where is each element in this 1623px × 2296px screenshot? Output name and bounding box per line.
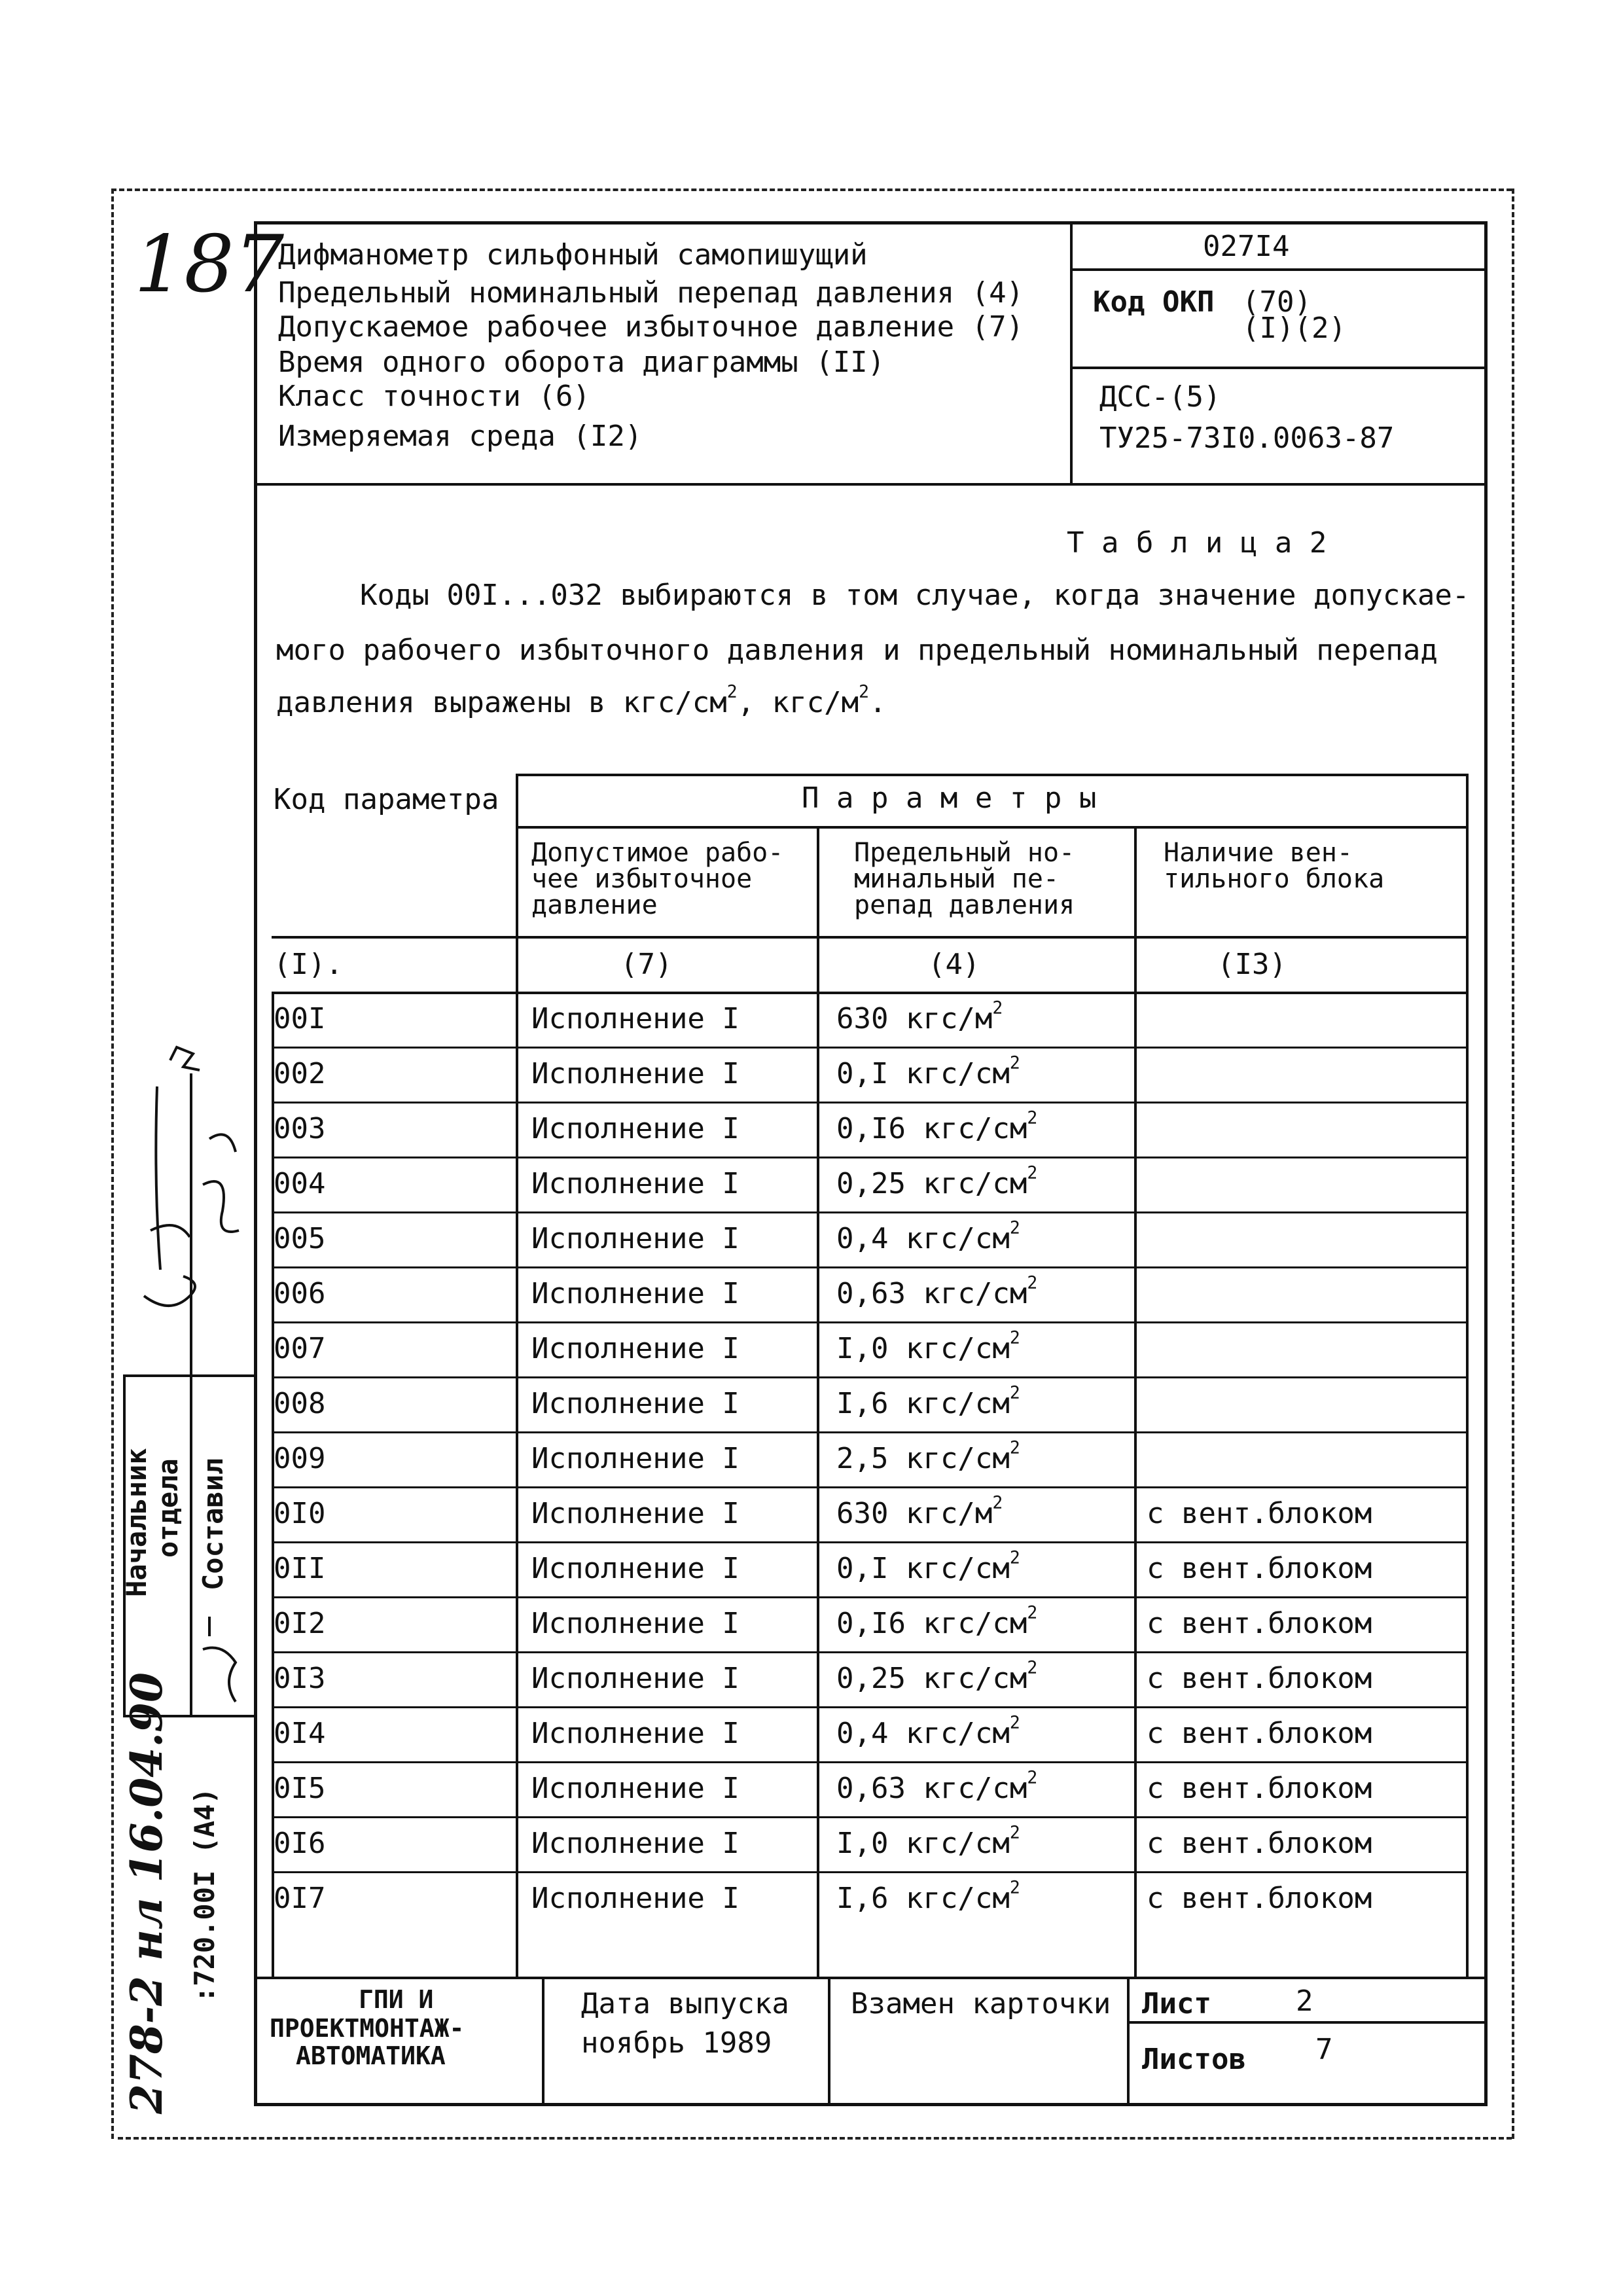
row-separator: [272, 1266, 1467, 1268]
row-separator: [272, 1651, 1467, 1653]
row-code: 009: [274, 1442, 326, 1475]
row-drop: 2,5 кгс/$см^2$: [836, 1437, 1020, 1475]
table-right-edge: [1466, 774, 1469, 1977]
row-exec: Исполнение I: [531, 1497, 740, 1530]
sheets-value: 7: [1315, 2033, 1333, 2066]
row-drop: 0,25 кгс/$см^2$: [836, 1657, 1038, 1695]
header-right-line-1: [1070, 268, 1488, 271]
row-separator: [272, 1376, 1467, 1378]
okp-code-2: (I)(2): [1242, 312, 1346, 345]
row-code: 0I7: [274, 1882, 326, 1915]
row-drop: I,0 кгс/$см^2$: [836, 1822, 1020, 1860]
row-code: 002: [274, 1057, 326, 1090]
header-line-3: Допускаемое рабочее избыточное давление (7): [278, 310, 1024, 344]
composer-label: Составил: [197, 1458, 229, 1590]
date-value: ноябрь 1989: [581, 2026, 772, 2060]
row-exec: Исполнение I: [531, 1167, 740, 1200]
sheets-label: Листов: [1142, 2043, 1246, 2076]
row-separator: [272, 1321, 1467, 1323]
row-drop: I,0 кгс/$см^2$: [836, 1327, 1020, 1365]
row-exec: Исполнение I: [531, 1387, 740, 1420]
row-drop: 0,25 кгс/$см^2$: [836, 1162, 1038, 1200]
row-code: 006: [274, 1277, 326, 1310]
row-drop: 0,63 кгс/$см^2$: [836, 1767, 1038, 1805]
footer-sheet-line: [1127, 2021, 1488, 2024]
index-valve: (I3): [1217, 948, 1287, 981]
col-drop-header: Предельный но- минальный пе- репад давления: [854, 838, 1075, 920]
row-code: 0II: [274, 1552, 326, 1585]
handwritten-stamp: 278-2 нл 16.04.90: [121, 1672, 172, 2114]
row-code: 003: [274, 1112, 326, 1145]
col-valve-header: Наличие вен- тильного блока: [1164, 838, 1385, 894]
row-code: 007: [274, 1332, 326, 1365]
intro-line-2: мого рабочего избыточного давления и предельный номинальный перепад: [276, 634, 1438, 667]
header-right-line-2: [1070, 367, 1488, 369]
row-drop: 0,63 кгс/$см^2$: [836, 1272, 1038, 1310]
replace-label: Взамен карточки: [851, 1987, 1111, 2020]
row-valve: с вент.блоком: [1147, 1717, 1372, 1750]
sheet-label: Лист: [1142, 1987, 1211, 2020]
table-caption: Т а б л и ц а 2: [1067, 526, 1327, 560]
row-drop: 0,I6 кгс/$см^2$: [836, 1602, 1038, 1640]
okp-code-1: (70): [1242, 285, 1311, 319]
header-divider: [1070, 221, 1073, 483]
row-separator: [272, 1706, 1467, 1708]
row-drop: 0,4 кгс/$см^2$: [836, 1217, 1020, 1255]
row-code: 0I6: [274, 1827, 326, 1860]
row-exec: Исполнение I: [531, 1002, 740, 1035]
row-valve: с вент.блоком: [1147, 1772, 1372, 1805]
dept-label-1: Начальник: [120, 1448, 152, 1597]
row-drop: I,6 кгс/$см^2$: [836, 1382, 1020, 1420]
row-code: 0I3: [274, 1662, 326, 1695]
row-exec: Исполнение I: [531, 1112, 740, 1145]
row-exec: Исполнение I: [531, 1552, 740, 1585]
footer-divider-1: [542, 1977, 544, 2106]
col-code-header: Код параметра: [274, 783, 499, 816]
header-line-6: Измеряемая среда (I2): [278, 420, 643, 453]
form-code: :720.00I (А4): [188, 1787, 221, 2003]
col-divider-2: [817, 826, 819, 1977]
col-divider-1: [516, 774, 518, 1977]
row-drop: I,6 кгс/$см^2$: [836, 1877, 1020, 1915]
row-valve: с вент.блоком: [1147, 1882, 1372, 1915]
row-code: 004: [274, 1167, 326, 1200]
row-drop: 0,I кгс/$см^2$: [836, 1547, 1020, 1585]
row-separator: [272, 1871, 1467, 1873]
row-separator: [272, 1486, 1467, 1488]
row-exec: Исполнение I: [531, 1222, 740, 1255]
row-drop: 630 кгс/$м^2$: [836, 997, 1003, 1035]
row-exec: Исполнение I: [531, 1057, 740, 1090]
row-valve: с вент.блоком: [1147, 1607, 1372, 1640]
outer-frame-bottom: [118, 2137, 1512, 2140]
row-exec: Исполнение I: [531, 1662, 740, 1695]
row-valve: с вент.блоком: [1147, 1552, 1372, 1585]
org-line-1: ГПИ И: [359, 1985, 434, 2014]
index-row-line: [272, 992, 1467, 994]
outer-frame-top: [111, 188, 1512, 191]
row-code: 0I2: [274, 1607, 326, 1640]
row-exec: Исполнение I: [531, 1607, 740, 1640]
row-drop: 630 кгс/$м^2$: [836, 1492, 1003, 1530]
outer-frame-right: [1512, 188, 1514, 2139]
margin-initials: [196, 1610, 255, 1715]
main-frame: [254, 221, 1488, 2106]
handwritten-signatures: [131, 1021, 255, 1361]
header-line-2: Предельный номинальный перепад давления (4): [278, 276, 1024, 310]
table-top-line: [517, 774, 1467, 776]
row-separator: [272, 1211, 1467, 1213]
row-exec: Исполнение I: [531, 1882, 740, 1915]
margin-panel-top: [123, 1374, 254, 1377]
row-code: 00I: [274, 1002, 326, 1035]
header-line-5: Класс точности (6): [278, 380, 590, 413]
row-valve: с вент.блоком: [1147, 1827, 1372, 1860]
row-separator: [272, 1102, 1467, 1103]
subheader-line: [272, 936, 1467, 939]
row-valve: с вент.блоком: [1147, 1497, 1372, 1530]
sheet-value: 2: [1296, 1984, 1313, 2018]
dept-label-2: отдела: [152, 1458, 184, 1558]
row-drop: 0,4 кгс/$см^2$: [836, 1712, 1020, 1750]
row-separator: [272, 1541, 1467, 1543]
col-divider-3: [1134, 826, 1137, 1977]
org-line-3: АВТОМАТИКА: [296, 2041, 446, 2070]
footer-divider-3: [1127, 1977, 1130, 2106]
intro-line-1: Коды 00I...032 выбираются в том случае, когда значение допускае-: [360, 579, 1470, 612]
outer-frame-left: [111, 188, 114, 2139]
okp-label: Код ОКП: [1093, 285, 1215, 319]
org-line-2: ПРОЕКТМОНТАЖ-: [270, 2014, 465, 2043]
row-separator: [272, 1816, 1467, 1818]
row-code: 0I0: [274, 1497, 326, 1530]
index-drop: (4): [928, 948, 980, 981]
model-code: ДСС-(5): [1099, 380, 1221, 414]
row-code: 0I5: [274, 1772, 326, 1805]
row-exec: Исполнение I: [531, 1827, 740, 1860]
index-code: (I).: [274, 948, 343, 981]
date-label: Дата выпуска: [581, 1987, 789, 2020]
row-drop: 0,I кгс/$см^2$: [836, 1052, 1020, 1090]
params-header: П а р а м е т р ы: [802, 781, 1097, 815]
tu-code: ТУ25-73I0.0063-87: [1099, 422, 1395, 455]
row-drop: 0,I6 кгс/$см^2$: [836, 1107, 1038, 1145]
footer-top-line: [254, 1977, 1488, 1979]
row-exec: Исполнение I: [531, 1332, 740, 1365]
row-exec: Исполнение I: [531, 1772, 740, 1805]
row-code: 008: [274, 1387, 326, 1420]
params-header-line: [517, 826, 1467, 829]
row-exec: Исполнение I: [531, 1717, 740, 1750]
row-valve: с вент.блоком: [1147, 1662, 1372, 1695]
header-line-4: Время одного оборота диаграммы (II): [278, 346, 885, 379]
index-exec: (7): [620, 948, 673, 981]
footer-divider-2: [828, 1977, 830, 2106]
col-exec-header: Допустимое рабо- чее избыточное давление: [531, 838, 784, 920]
row-exec: Исполнение I: [531, 1277, 740, 1310]
row-exec: Исполнение I: [531, 1442, 740, 1475]
row-separator: [272, 1431, 1467, 1433]
header-code: 027I4: [1203, 230, 1290, 263]
row-separator: [272, 1596, 1467, 1598]
row-separator: [272, 1761, 1467, 1763]
row-code: 0I4: [274, 1717, 326, 1750]
row-code: 005: [274, 1222, 326, 1255]
intro-line-3: давления выражены в кгс/$см^2$, кгс/$м^2$.: [276, 681, 887, 719]
row-separator: [272, 1157, 1467, 1158]
header-bottom-line: [254, 483, 1488, 486]
row-separator: [272, 1047, 1467, 1049]
header-line-1: Дифманометр сильфонный самопишущий: [278, 238, 868, 272]
handwritten-sheet-number: 187: [134, 219, 285, 310]
